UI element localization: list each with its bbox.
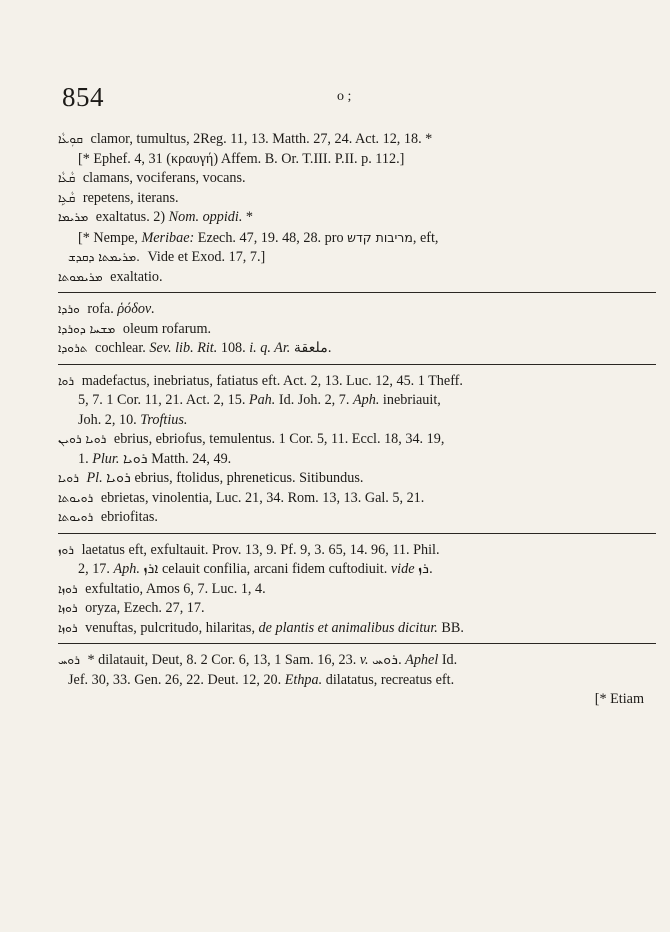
entry-line: ܪܘܐ madefactus, inebriatus, fatiatus eft. Act. 2, 13. Luc. 12, 45. 1 Theff. [58,372,463,389]
page-number: 854 [62,82,104,112]
entry-line: ܪܘܙ laetatus eft, exfultauit. Prov. 13, 9. Pf. 9, 3. 65, 14. 96, 11. Phil. [58,541,440,558]
section-divider [58,292,656,293]
entry-line: ܬܪܘܕܐ cochlear. Sev. lib. Rit. 108. i. q. Ar. ملعقة. [58,340,332,356]
dictionary-body [58,130,656,710]
entry-line: ܘܪܕܐ rofa. ῥόδον. [58,301,155,317]
entry-line: ܪܘܝܘܬܐ ebrietas, vinolentia, Luc. 21, 34. Rom. 13, 13. Gal. 5, 21. [58,489,425,506]
catchword: [* Etiam [594,691,644,707]
entry-line: ܪܘܙܐ venuftas, pulcritudo, hilaritas, de plantis et animalibus dicitur. BB. [58,619,464,636]
entry-line: ܪܘܝܐ ܪܘܝܢ ebrius, ebriofus, temulentus. 1 Cor. 5, 11. Eccl. 18, 34. 19, [58,431,445,447]
page-header [62,82,662,116]
entry-line: ܩܵܥܹܐ repetens, iterans. [58,189,179,206]
entry-line: ܩܘܼܥܵܐ clamor, tumultus, 2Reg. 11, 13. Matth. 27, 24. Act. 12, 18. * [58,131,433,147]
entry-line: [* Nempe, Meribae: Ezech. 47, 19. 48, 28. pro מריבות קדש, eft, [78,229,439,246]
section-divider [58,643,656,644]
entry-line: 2, 17. Aph. ܐܪܙ celauit confilia, arcani fidem cuftodiuit. vide ܪܙ. [78,561,433,577]
section-divider [58,364,656,365]
entry-line: ܡܪܝܡܘܬܐ exaltatio. [58,268,163,285]
entry-line: 5, 7. 1 Cor. 11, 21. Act. 2, 15. Pah. Id. Joh. 2, 7. Aph. inebriauit, [78,392,441,408]
entry-line: Jef. 30, 33. Gen. 26, 22. Deut. 12, 20. Ethpa. dilatatus, recreatus eft. [68,671,455,688]
entry-line: ܪܘܝܘܬܐ ebriofitas. [58,509,158,525]
entry-line: 1. Plur. ܪܘܝܐ Matth. 24, 49. [78,450,232,467]
entry-line: [* Ephef. 4, 31 (κραυγή) Affem. B. Or. T.III. P.II. p. 112.] [78,150,405,167]
entry-line: ܡܪܝܡܐ exaltatus. 2) Nom. oppidi. * [58,209,254,225]
entry-line: ܩܵܥܵܐ clamans, vociferans, vocans. [58,170,246,186]
entry-line: ܪܘܙܐ exfultatio, Amos 6, 7. Luc. 1, 4. [58,580,266,597]
entry-line: ܪܘܙܐ oryza, Ezech. 27, 17. [58,600,205,616]
entry-line: ܪܘܚ * dilatauit, Deut, 8. 2 Cor. 6, 13, 1 Sam. 16, 23. v. ܪܘܚ. Aphel Id. [58,652,458,668]
entry-line: Joh. 2, 10. Troftius. [78,411,188,428]
entry-line: ܡܫܚܐ ܕܘܪܕܐ oleum rofarum. [58,320,212,337]
section-divider [58,533,656,534]
entry-line: ܡܪܝܡܬܐ ܕܩܕܫ. Vide et Exod. 17, 7.] [68,249,266,265]
entry-line: ܪܘܝܐ Pl. ܪܘܝܐ ebrius, ftolidus, phreneticus. Sitibundus. [58,470,364,486]
running-head: o ; [337,89,352,104]
